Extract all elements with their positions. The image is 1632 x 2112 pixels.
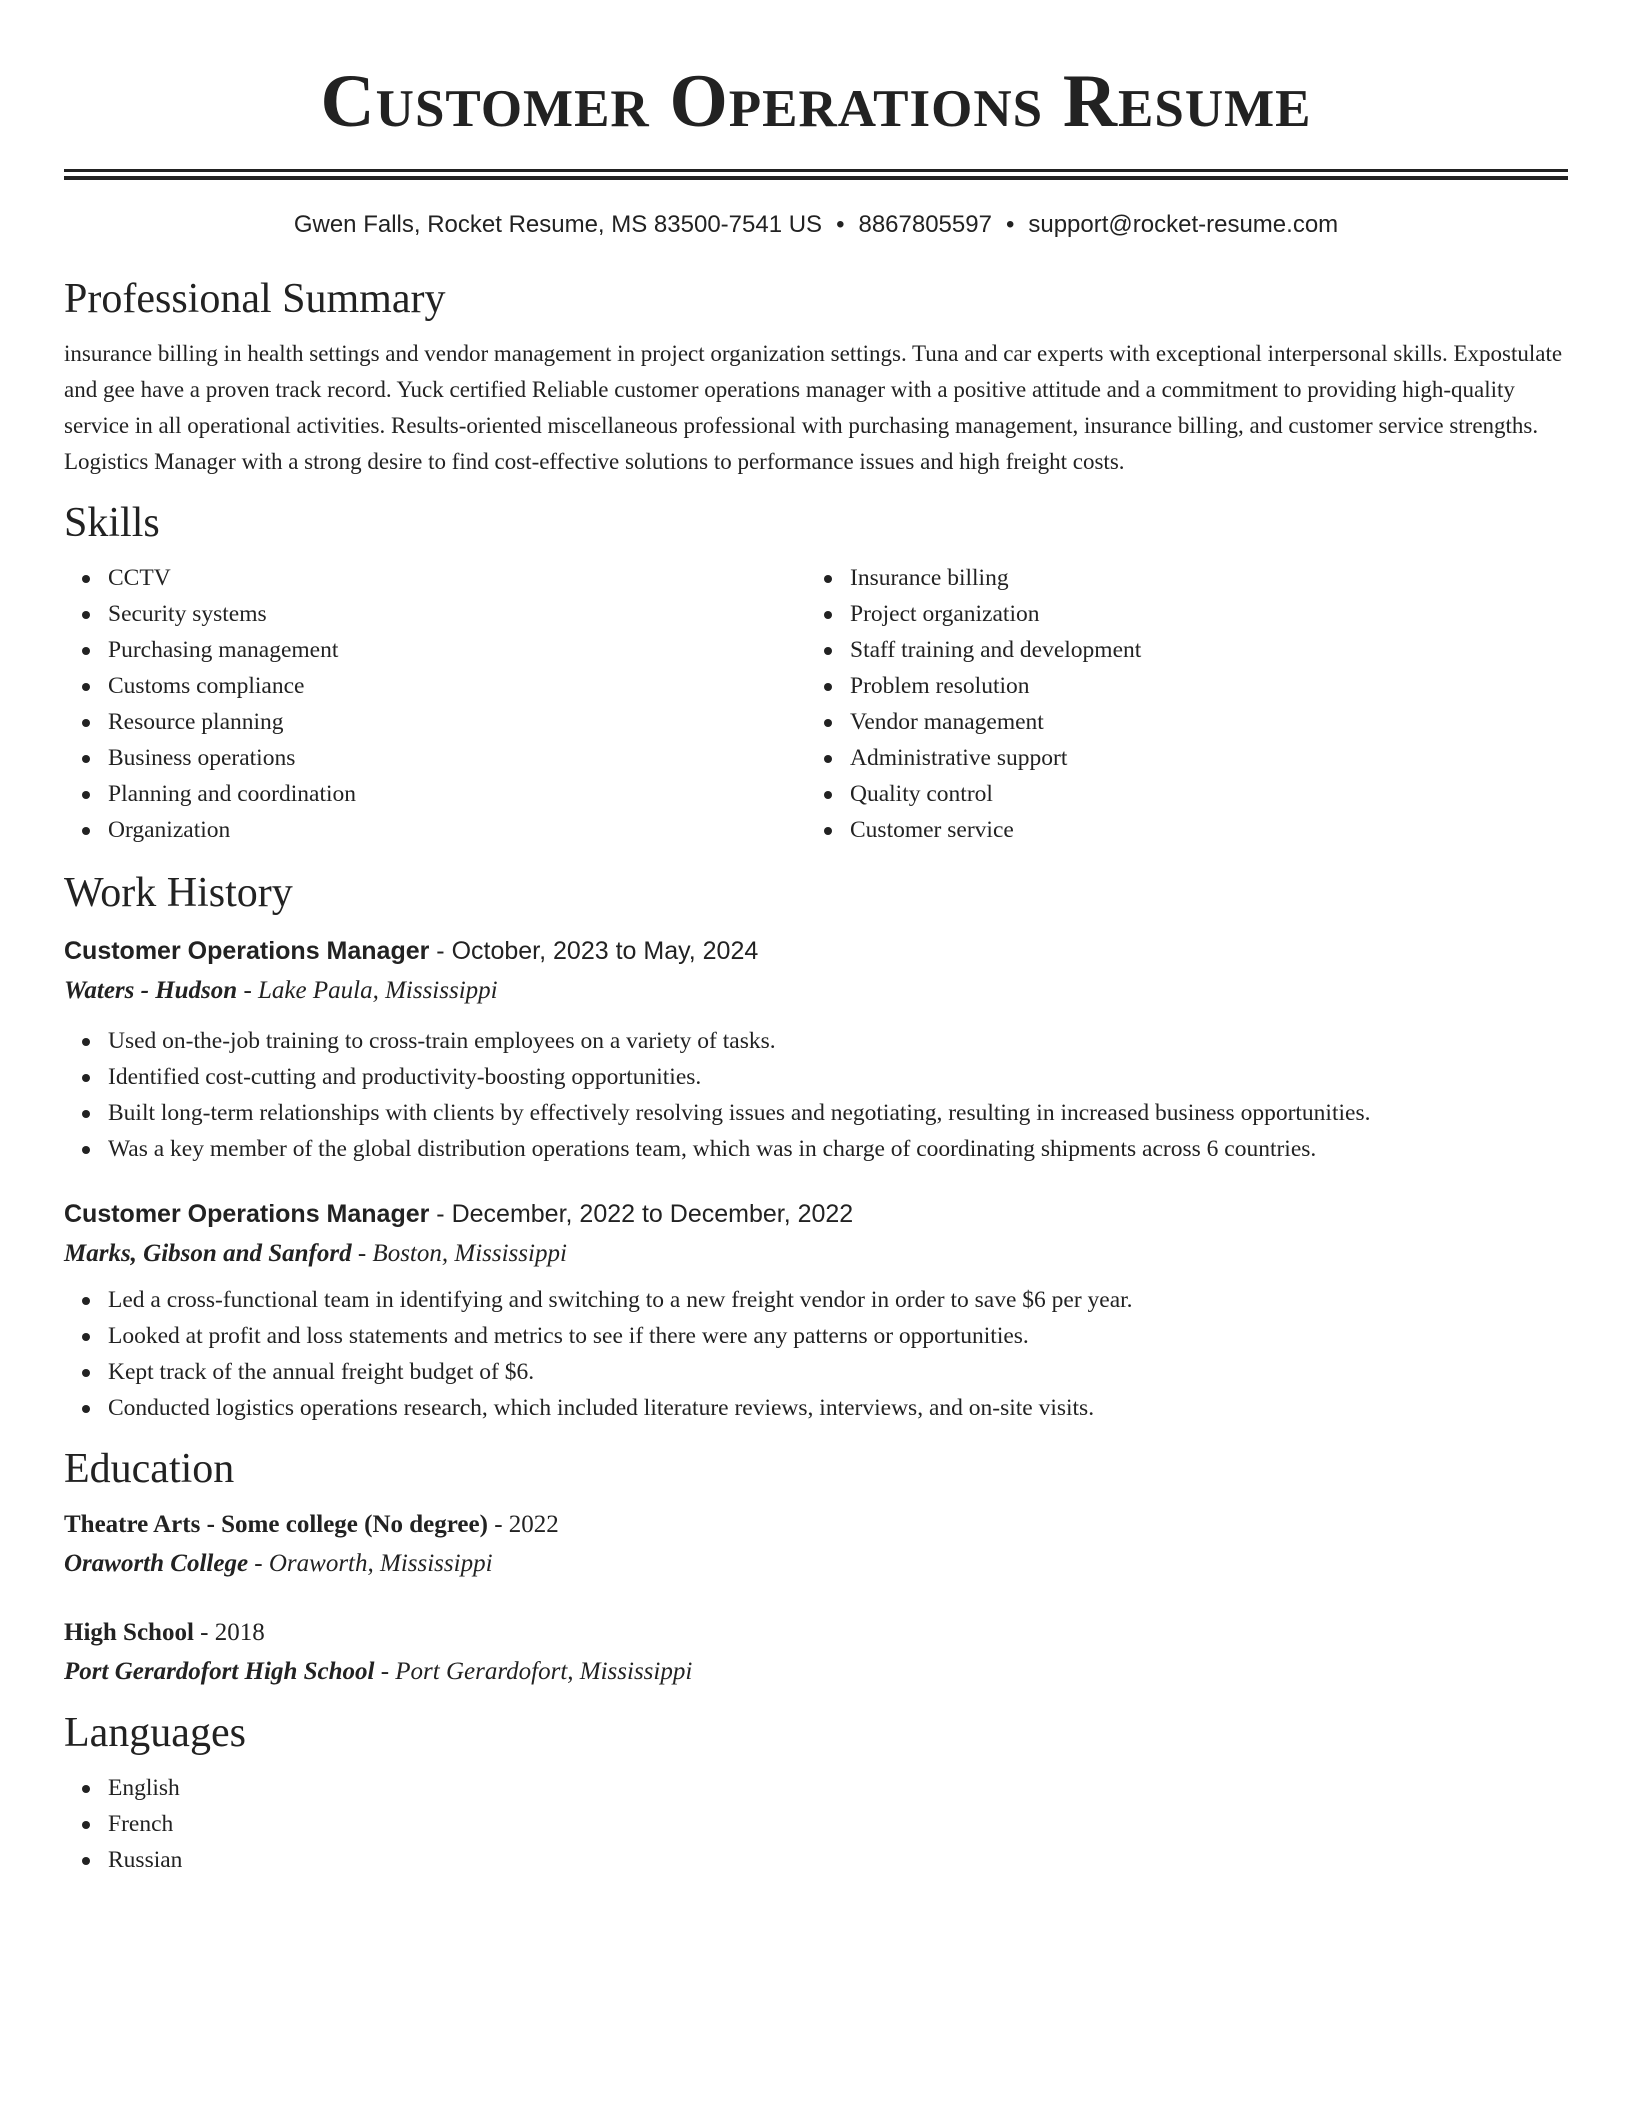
- skills-heading: Skills: [64, 500, 160, 546]
- skills-right-column: [806, 560, 1548, 848]
- summary-heading: Professional Summary: [64, 276, 446, 322]
- contact-phone: 8867805597: [858, 211, 992, 238]
- education-degree-line: High School - 2018: [64, 1619, 265, 1646]
- job-entry: [64, 932, 1568, 1167]
- education-year: 2022: [508, 1511, 559, 1538]
- job-duty: Used on-the-job training to cross-train employees on a variety of tasks.: [108, 1023, 1568, 1059]
- education-location: Oraworth, Mississippi: [268, 1550, 493, 1577]
- job-duties-list: [64, 1023, 1568, 1167]
- skills-columns: [64, 560, 1568, 848]
- education-heading: Education: [64, 1446, 235, 1492]
- job-company-line: Waters - Hudson - Lake Paula, Mississippi: [64, 977, 498, 1004]
- education-year: 2018: [214, 1619, 265, 1646]
- job-duty: Conducted logistics operations research, which included literature reviews, interviews, and on-site visits.: [108, 1390, 1568, 1426]
- job-duty: Built long-term relationships with clients by effectively resolving issues and negotiating, resulting in increased business opportunities.: [108, 1095, 1568, 1131]
- education-degree: High School: [64, 1619, 194, 1646]
- job-title-line: Customer Operations Manager - October, 2023 to May, 2024: [64, 937, 759, 965]
- education-entry: [64, 1506, 1568, 1584]
- skill-item: Security systems: [108, 596, 806, 632]
- education-degree-line: Theatre Arts - Some college (No degree) - 2022: [64, 1511, 559, 1538]
- summary-text: insurance billing in health settings and vendor management in project organization settings. Tuna and car experts with exceptional interpersonal skills. Expostulate and gee have a proven track record. Yuck certified Reliable customer operations manager with a positive attitude and a commitment to providing high-quality service in all operational activities. Results-oriented miscellaneous professional with purchasing management, insurance billing, and customer service strengths. Logistics Manager with a strong desire to find cost-effective solutions to performance issues and high freight costs.: [64, 341, 1563, 474]
- job-location: Boston, Mississippi: [372, 1240, 567, 1267]
- work-heading: Work History: [64, 870, 293, 916]
- job-dates: October, 2023 to May, 2024: [451, 937, 759, 965]
- skill-item: Planning and coordination: [108, 776, 806, 812]
- contact-email[interactable]: support@rocket-resume.com: [1028, 211, 1339, 238]
- job-entry: [64, 1195, 1568, 1426]
- job-company: Marks, Gibson and Sanford: [64, 1240, 352, 1267]
- skill-item: Customs compliance: [108, 668, 806, 704]
- job-duty: Led a cross-functional team in identifying and switching to a new freight vendor in order to save $6 per year.: [108, 1282, 1568, 1318]
- skill-item: Purchasing management: [108, 632, 806, 668]
- skill-item: Vendor management: [850, 704, 1548, 740]
- job-duty: Looked at profit and loss statements and metrics to see if there were any patterns or opportunities.: [108, 1318, 1568, 1354]
- title-double-rule: [64, 169, 1568, 180]
- job-duty: Was a key member of the global distribution operations team, which was in charge of coordinating shipments across 6 countries.: [108, 1131, 1568, 1167]
- job-title: Customer Operations Manager: [64, 1200, 430, 1228]
- skill-item: Project organization: [850, 596, 1548, 632]
- job-dates: December, 2022 to December, 2022: [451, 1200, 854, 1228]
- education-location: Port Gerardofort, Mississippi: [395, 1658, 693, 1685]
- skill-item: Staff training and development: [850, 632, 1548, 668]
- contact-line: [64, 208, 1568, 242]
- skill-item: CCTV: [108, 560, 806, 596]
- skill-item: Administrative support: [850, 740, 1548, 776]
- education-school: Port Gerardofort High School: [64, 1658, 375, 1685]
- skill-item: Business operations: [108, 740, 806, 776]
- contact-separator: •: [1005, 211, 1015, 238]
- contact-separator: •: [836, 211, 845, 238]
- skill-item: Problem resolution: [850, 668, 1548, 704]
- resume-title: Customer Operations Resume: [320, 60, 1312, 143]
- language-item: English: [108, 1770, 1568, 1806]
- skill-item: Organization: [108, 812, 806, 848]
- job-title-line: Customer Operations Manager - December, 2022 to December, 2022: [64, 1200, 854, 1228]
- language-item: French: [108, 1806, 1568, 1842]
- skill-item: Quality control: [850, 776, 1548, 812]
- education-school: Oraworth College: [64, 1550, 249, 1577]
- skills-list-left: [64, 560, 806, 848]
- job-duties-list: [64, 1282, 1568, 1426]
- job-duty: Identified cost-cutting and productivity-boosting opportunities.: [108, 1059, 1568, 1095]
- job-duty: Kept track of the annual freight budget of $6.: [108, 1354, 1568, 1390]
- job-company: Waters - Hudson: [64, 977, 238, 1004]
- skills-list-right: [806, 560, 1548, 848]
- job-location: Lake Paula, Mississippi: [258, 977, 498, 1004]
- education-school-line: Oraworth College - Oraworth, Mississippi: [64, 1550, 493, 1577]
- education-entry: [64, 1614, 1568, 1692]
- education-degree: Theatre Arts - Some college (No degree): [64, 1511, 488, 1538]
- skill-item: Customer service: [850, 812, 1548, 848]
- skills-left-column: [64, 560, 806, 848]
- contact-address: Gwen Falls, Rocket Resume, MS 83500-7541 US: [293, 211, 823, 238]
- job-title: Customer Operations Manager: [64, 937, 430, 965]
- education-school-line: Port Gerardofort High School - Port Gerardofort, Mississippi: [64, 1658, 693, 1685]
- languages-list: [64, 1770, 1568, 1878]
- skill-item: Insurance billing: [850, 560, 1548, 596]
- language-item: Russian: [108, 1842, 1568, 1878]
- job-company-line: Marks, Gibson and Sanford - Boston, Mississippi: [64, 1240, 567, 1267]
- skill-item: Resource planning: [108, 704, 806, 740]
- languages-heading: Languages: [64, 1710, 246, 1756]
